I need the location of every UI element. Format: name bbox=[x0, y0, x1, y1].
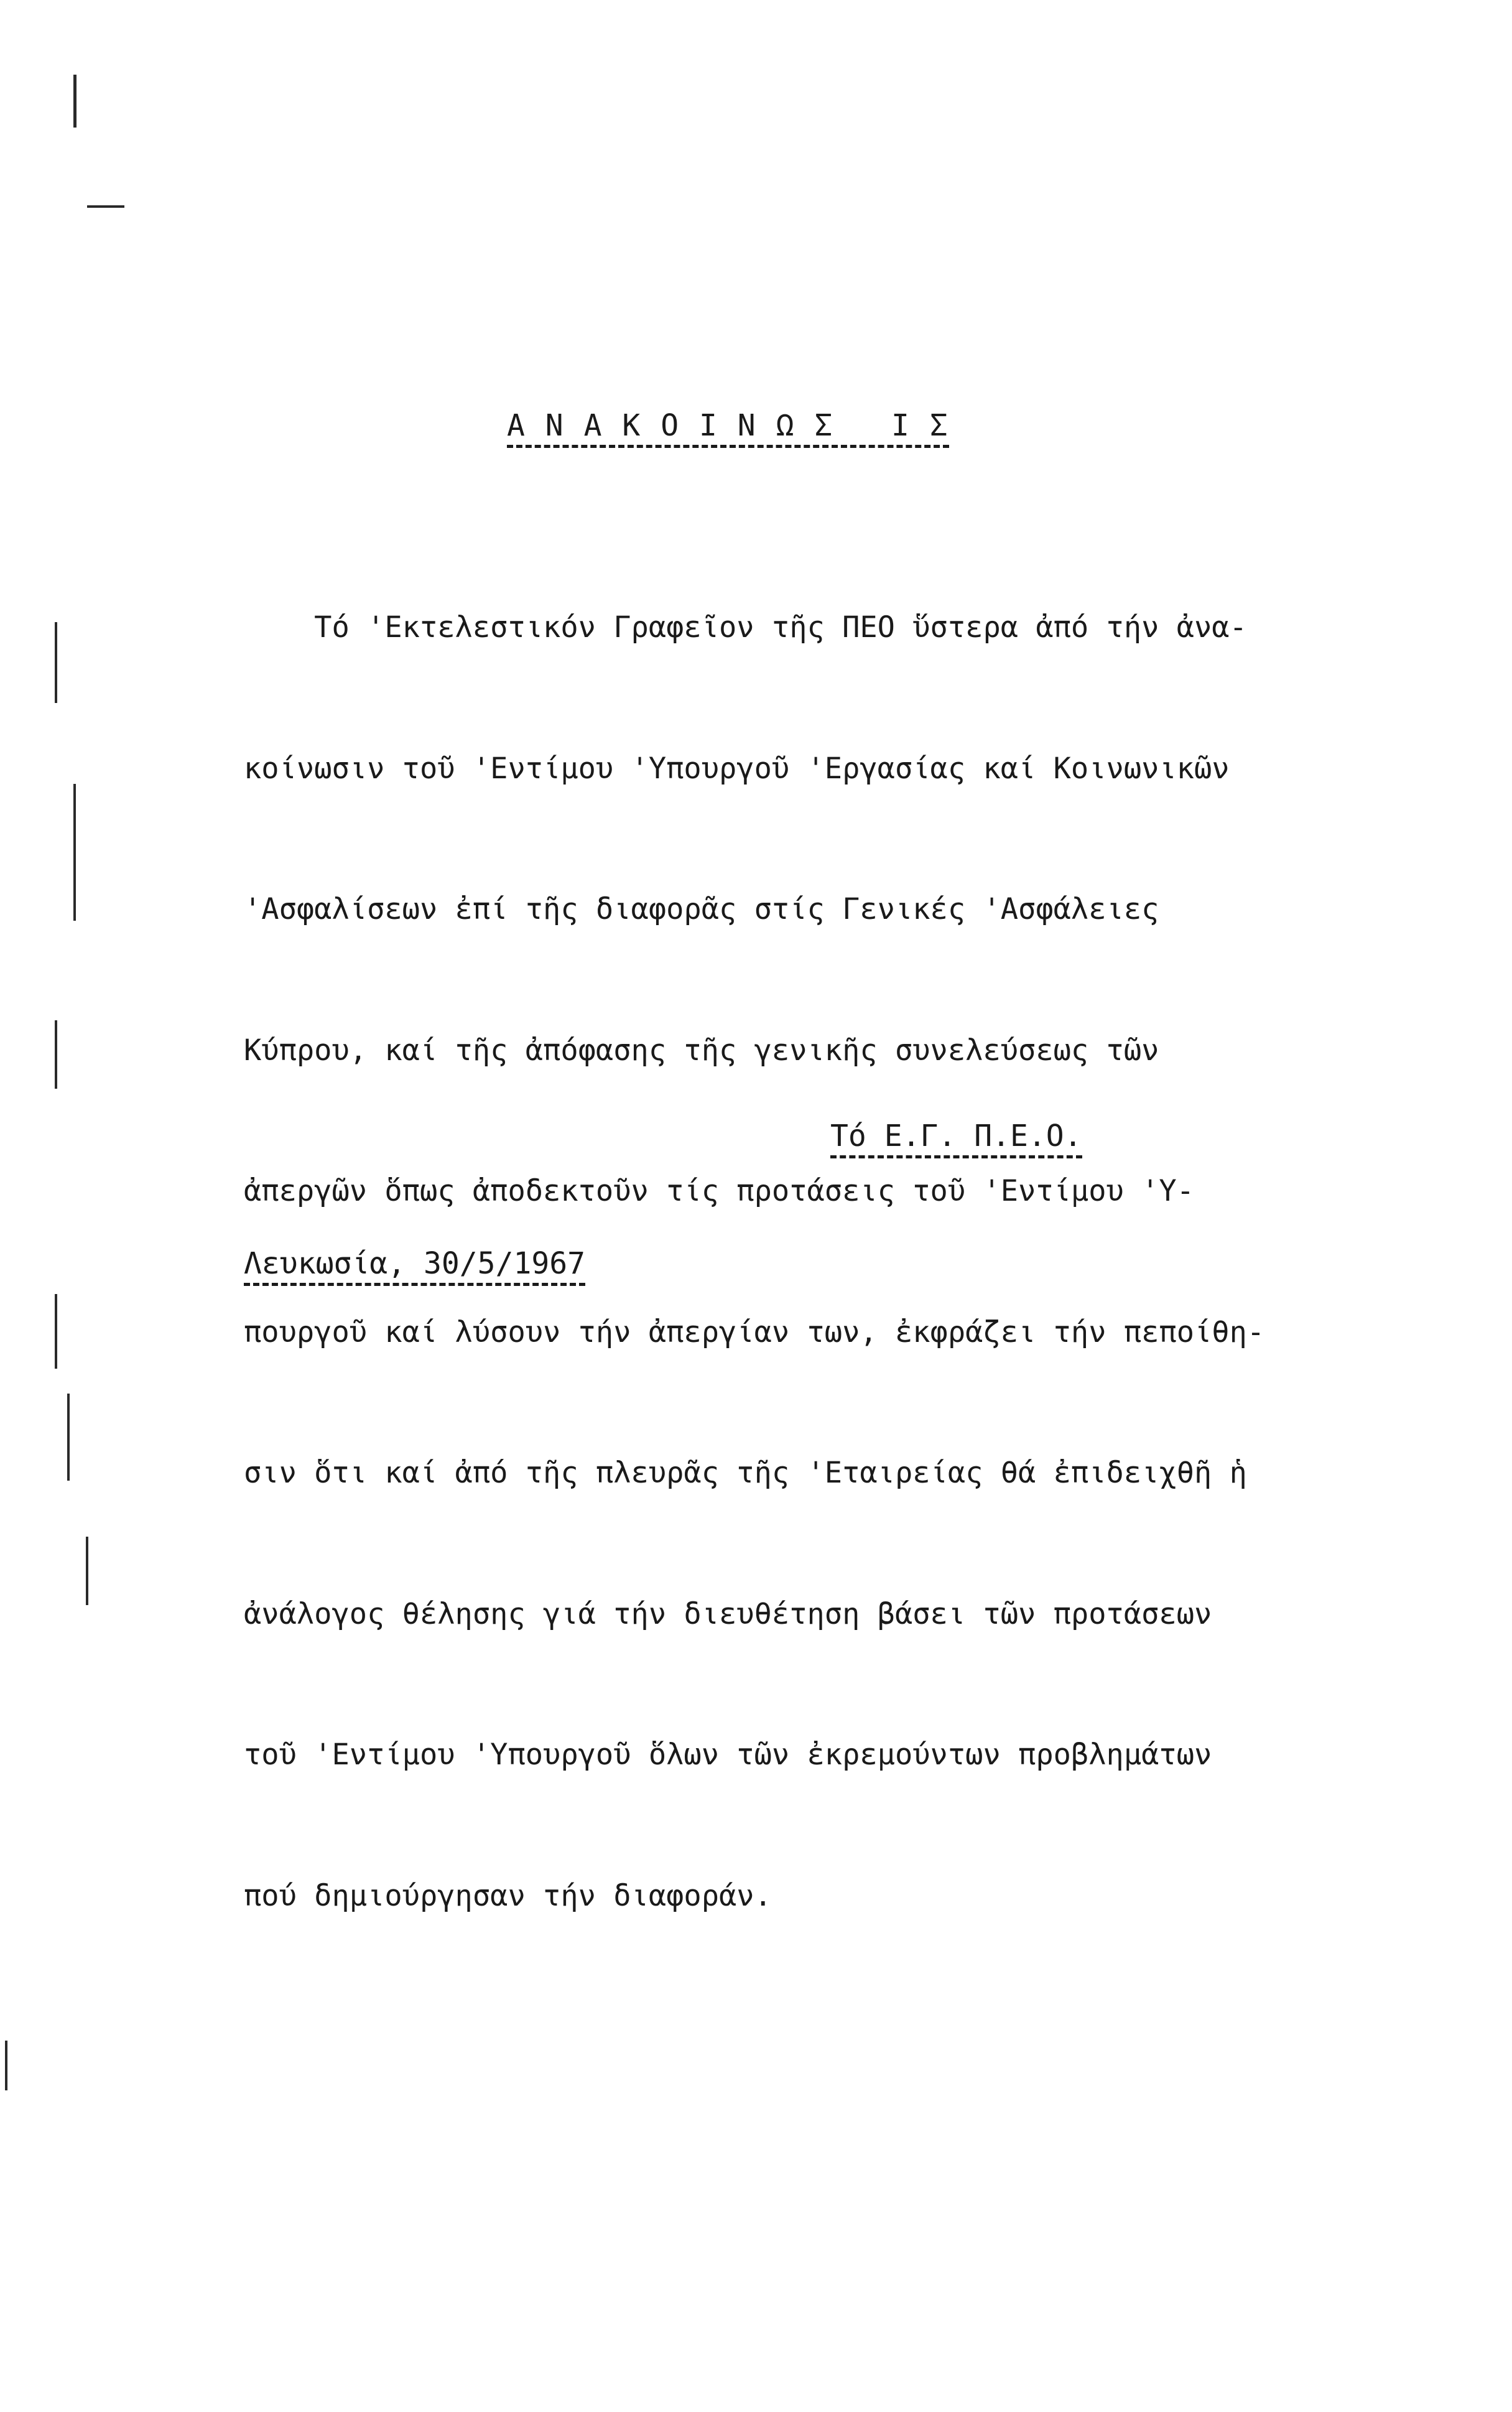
scan-artifact bbox=[55, 1294, 57, 1369]
scan-artifact bbox=[73, 75, 77, 128]
body-line: κοίνωσιν τοῦ 'Εντίμου 'Υπουργοῦ 'Εργασίας καί Κοινωνικῶν bbox=[244, 751, 1230, 786]
body-line: πού δημιούργησαν τήν διαφοράν. bbox=[244, 1878, 772, 1913]
body-line: 'Ασφαλίσεων ἐπί τῆς διαφορᾶς στίς Γενικές 'Ασφάλειες bbox=[244, 892, 1159, 926]
place-date: Λευκωσία, 30/5/1967 bbox=[244, 1247, 585, 1286]
scan-artifact bbox=[86, 1537, 88, 1605]
scan-artifact bbox=[73, 784, 76, 921]
body-line: Κύπρου, καί τῆς ἀπόφασης τῆς γενικῆς συνελεύσεως τῶν bbox=[244, 1033, 1159, 1068]
body-line: πουργοῦ καί λύσουν τήν ἀπεργίαν των, ἐκφράζει τήν πεποίθη- bbox=[244, 1315, 1265, 1349]
signature: Τό Ε.Γ. Π.Ε.Ο. bbox=[830, 1120, 1082, 1158]
scan-artifact bbox=[55, 622, 57, 703]
body-line: ἀπεργῶν ὅπως ἀποδεκτοῦν τίς προτάσεις τοῦ 'Εντίμου 'Υ- bbox=[244, 1174, 1195, 1208]
scan-artifact bbox=[5, 2041, 7, 2090]
scan-artifact bbox=[87, 205, 124, 208]
body-line: Τό 'Εκτελεστικόν Γραφεῖον τῆς ΠΕΟ ὕστερα ἀπό τήν ἀνα- bbox=[244, 610, 1247, 645]
document-title: Α Ν Α Κ Ο Ι Ν Ω Σ Ι Σ bbox=[507, 409, 949, 448]
scan-artifact bbox=[67, 1394, 70, 1481]
scan-artifact bbox=[55, 1020, 57, 1089]
body-line: τοῦ 'Εντίμου 'Υπουργοῦ ὅλων τῶν ἐκρεμούντων προβλημάτων bbox=[244, 1738, 1212, 1772]
body-line: ἀνάλογος θέλησης γιά τήν διευθέτηση βάσει τῶν προτάσεων bbox=[244, 1596, 1212, 1631]
body-line: σιν ὅτι καί ἀπό τῆς πλευρᾶς τῆς 'Εταιρείας θά ἐπιδειχθῆ ἡ bbox=[244, 1456, 1247, 1490]
